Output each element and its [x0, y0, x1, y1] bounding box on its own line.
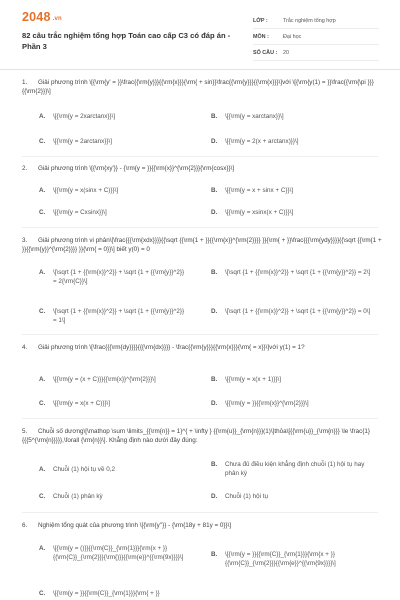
question-6-stem: 6. Nghiệm tổng quát của phương trình \[{\rm{y''}} - {\rm{18y + 81y = 0}}\]: [22, 522, 232, 529]
question-2-stem: 2. Giải phương trình \[{\rm{xy'}} - {\rm{y = }}{{\rm{x}}^{\rm{2}}}{\rm{cosx}}\]: [22, 165, 235, 172]
question-3-option-d[interactable]: D. \[\sqrt {1 + {{\rm{x}}^2}} + \sqrt {1 + {{\rm{y}}^2}} = 0\]: [211, 308, 371, 315]
question-3-option-b[interactable]: B. \[\sqrt {1 + {{\rm{x}}^2}} + \sqrt {1 + {{\rm{y}}^2}} = 2\]: [211, 269, 371, 276]
divider: [22, 512, 378, 513]
question-4-stem: 4. Giải phương trình \[\frac{{{\rm{dy}}}}{{{\rm{dx}}}} - \frac{{\rm{y}}}{{\rm{x}}}{\rm{ = x}}\]với y(1) = 1?: [22, 344, 305, 351]
question-5-option-a[interactable]: A. Chuỗi (1) hội tụ về 0,2: [39, 466, 115, 473]
question-2-option-b[interactable]: B. \[{\rm{y = x + sinx + C}}\]: [211, 187, 294, 194]
question-4-option-d[interactable]: D. \[{\rm{y = }}{{\rm{x}}^{\rm{2}}}\]: [211, 400, 309, 407]
question-4-option-a[interactable]: A. \[{\rm{y = (x + C)}}{{\rm{x}}^{\rm{2}}}\]: [39, 376, 156, 383]
meta-row-class: LỚP : Trắc nghiệm tổng hợp: [253, 14, 379, 29]
site-logo[interactable]: 2048 .vn: [22, 10, 62, 24]
divider: [22, 156, 378, 157]
divider: [22, 334, 378, 335]
question-4-option-c[interactable]: C. \[{\rm{y = x(x + C)}}\]: [39, 400, 111, 407]
question-1-option-b[interactable]: B. \[{\rm{y = xarctanx}}\]: [211, 113, 284, 120]
question-2-option-a[interactable]: A. \[{\rm{y = x(sinx + C)}}\]: [39, 187, 119, 194]
question-5-option-c[interactable]: C. Chuỗi (1) phân kỳ: [39, 493, 103, 500]
question-2-option-c[interactable]: C. \[{\rm{y = Cxsinx}}\]: [39, 209, 107, 216]
question-4-option-b[interactable]: B. \[{\rm{y = x(x + 1)}}\]: [211, 376, 281, 383]
question-6-option-b[interactable]: B. \[{\rm{y = }}{{\rm{C}}_{\rm{1}}}{\rm{x + }}{{\rm{C}}_{\rm{2}}}{{\rm{e}}^{{\rm{9x}}}}\]: [211, 551, 336, 567]
question-3-option-a[interactable]: A. \[\sqrt {1 + {{\rm{x}}^2}} + \sqrt {1 + {{\rm{y}}^2}} = 2{\rm{C}}\]: [39, 269, 185, 285]
page-header: [0, 0, 400, 70]
meta-row-count: SỐ CÂU : 20: [253, 46, 379, 61]
question-6-option-c[interactable]: C. \[{\rm{y = }}{{\rm{C}}_{\rm{1}}}{\rm{ + }}: [39, 590, 160, 597]
question-5-stem: 5. Chuỗi số dương\[\mathop \sum \limits_{{\rm{n}} = 1}^{ + \infty } {{\rm{u}}_{\rm{n}}}(1)\]thỏa\[{{\rm{u}}_{\rm{n}}} \le \frac{1}{{{5^{\rm{n}}}}},\forall {\rm{n}}\]. Khẳng định nào dưới đây đúng:: [22, 428, 370, 444]
question-1-stem: 1. Giải phương trình \[{\rm{y' = }}\frac{{\rm{y}}}{{\rm{x}}}{\rm{ + sin}}\frac{{\rm{y}}}{{\rm{x}}}\]với \[{\rm{y(1) = }}\frac{{\rm{\pi }}}{{\rm{2}}}\]: [22, 79, 374, 95]
meta-row-subject: MÔN : Đại học: [253, 30, 379, 45]
question-2-option-d[interactable]: D. \[{\rm{y = xsinx(x + C)}}\]: [211, 209, 294, 216]
question-5-option-d[interactable]: D. Chuỗi (1) hội tụ: [211, 493, 269, 500]
divider: [22, 227, 378, 228]
page-title: 82 câu trắc nghiệm tổng hợp Toán cao cấp C3 có đáp án - Phần 3: [22, 31, 231, 51]
question-1-option-d[interactable]: D. \[{\rm{y = 2(x + arctanx)}}\]: [211, 138, 299, 145]
question-5-option-b[interactable]: B. Chưa đủ điều kiện khẳng định chuỗi (1) hội tụ hay phân kỳ: [211, 461, 365, 477]
divider: [22, 418, 378, 419]
question-1-option-a[interactable]: A. \[{\rm{y = 2xarctanx}}\]: [39, 113, 116, 120]
question-1-option-c[interactable]: C. \[{\rm{y = 2arctanx}}\]: [39, 138, 112, 145]
question-3-stem: 3. Giải phương trình vi phân\[\frac{{{\rm{xdx}}}}{{\sqrt {{\rm{1 + }}{{\rm{x}}^{\rm{2}}}} }}{\rm{ + }}\frac{{{\rm{ydy}}}}{{\sqrt {{\rm{1 + }}{{\rm{y}}^{\rm{2}}}} }}{\rm{ = 0}}\] biết y(0) = 0: [22, 237, 382, 253]
question-3-option-c[interactable]: C. \[\sqrt {1 + {{\rm{x}}^2}} + \sqrt {1 + {{\rm{y}}^2}} = 1\]: [39, 308, 185, 324]
meta-info: [253, 14, 379, 62]
question-6-option-a[interactable]: A. \[{\rm{y = ()}}{{\rm{C}}_{\rm{1}}}{\rm{x + }}{{\rm{C}}_{\rm{2}}}{\rm{)}}{{\rm{e}}^{{\rm{9x}}}}\]: [39, 545, 184, 561]
